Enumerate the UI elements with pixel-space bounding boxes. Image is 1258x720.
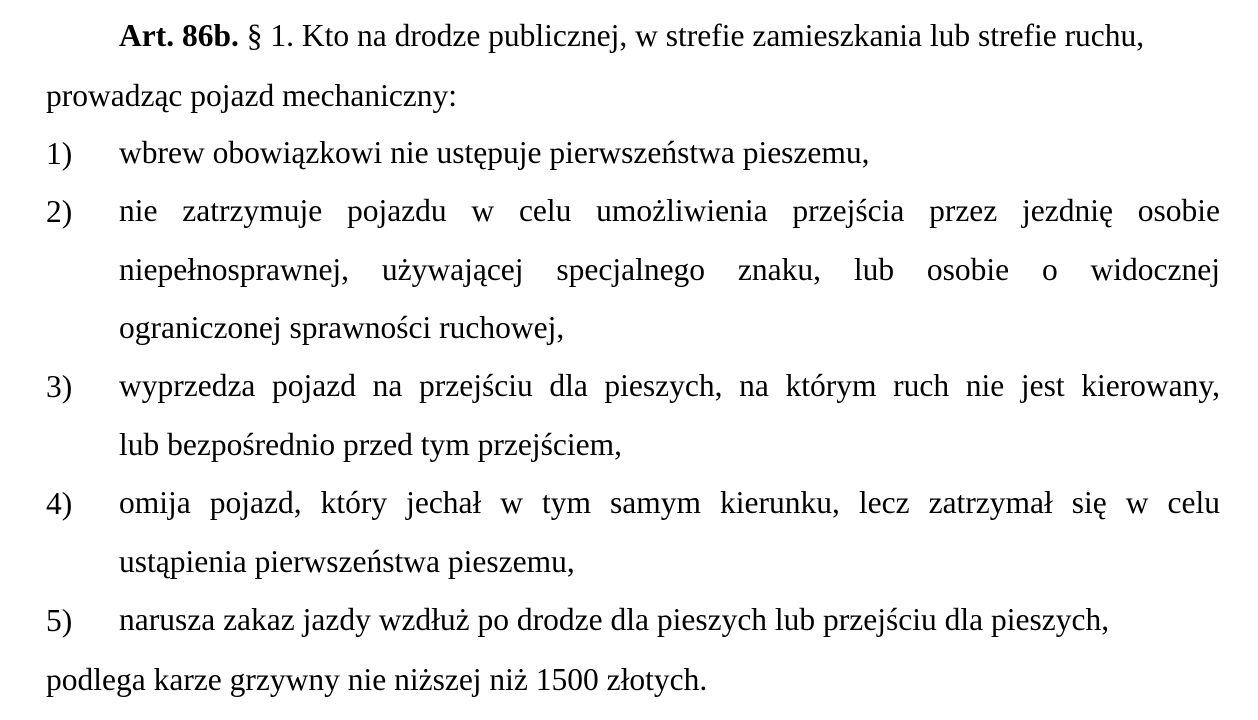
item-text-4 bbox=[119, 474, 1220, 591]
item-5-line-1: narusza zakaz jazdy wzdłuż po drodze dla pieszych lub przejściu dla pieszych, bbox=[119, 602, 1110, 637]
item-2-line-3: ograniczonej sprawności ruchowej, bbox=[119, 310, 565, 345]
article-heading-line bbox=[119, 20, 1144, 52]
item-2-line-2: niepełnosprawnej, używającej specjalnego znaku, lub osobie o widocznej bbox=[119, 251, 1220, 287]
item-4-line-1: omija pojazd, który jechał w tym samym kierunku, lecz zatrzymał się w celu bbox=[119, 485, 1220, 520]
item-4-line-2: ustąpienia pierwszeństwa pieszemu, bbox=[119, 543, 575, 579]
item-1-line-1: wbrew obowiązkowi nie ustępuje pierwszeństwa pieszemu, bbox=[119, 135, 870, 170]
item-number-3: 3) bbox=[46, 369, 73, 404]
item-number-1: 1) bbox=[46, 136, 73, 171]
item-number-2: 2) bbox=[46, 194, 73, 229]
item-text-3 bbox=[119, 357, 1220, 474]
paragraph-mark: § 1. bbox=[246, 18, 294, 53]
article-intro-continuation: prowadząc pojazd mechaniczny: bbox=[46, 78, 458, 113]
item-2-line-1: nie zatrzymuje pojazdu w celu umożliwienia przejścia przez jezdnię osobie bbox=[119, 193, 1220, 228]
item-3-line-1: wyprzedza pojazd na przejściu dla pieszych, na którym ruch nie jest kierowany, bbox=[119, 368, 1220, 403]
item-text-2 bbox=[119, 182, 1220, 358]
item-3-line-2: lub bezpośrednio przed tym przejściem, bbox=[119, 426, 622, 462]
item-number-4: 4) bbox=[46, 486, 73, 521]
article-label: Art. 86b. bbox=[119, 18, 239, 53]
item-text-5 bbox=[119, 591, 1220, 650]
article-closing-sanction: podlega karze grzywny nie niższej niż 1500 złotych. bbox=[46, 662, 708, 697]
item-number-5: 5) bbox=[46, 603, 73, 638]
article-heading-text: Kto na drodze publicznej, w strefie zamieszkania lub strefie ruchu, bbox=[301, 18, 1145, 53]
item-text-1 bbox=[119, 124, 1220, 183]
